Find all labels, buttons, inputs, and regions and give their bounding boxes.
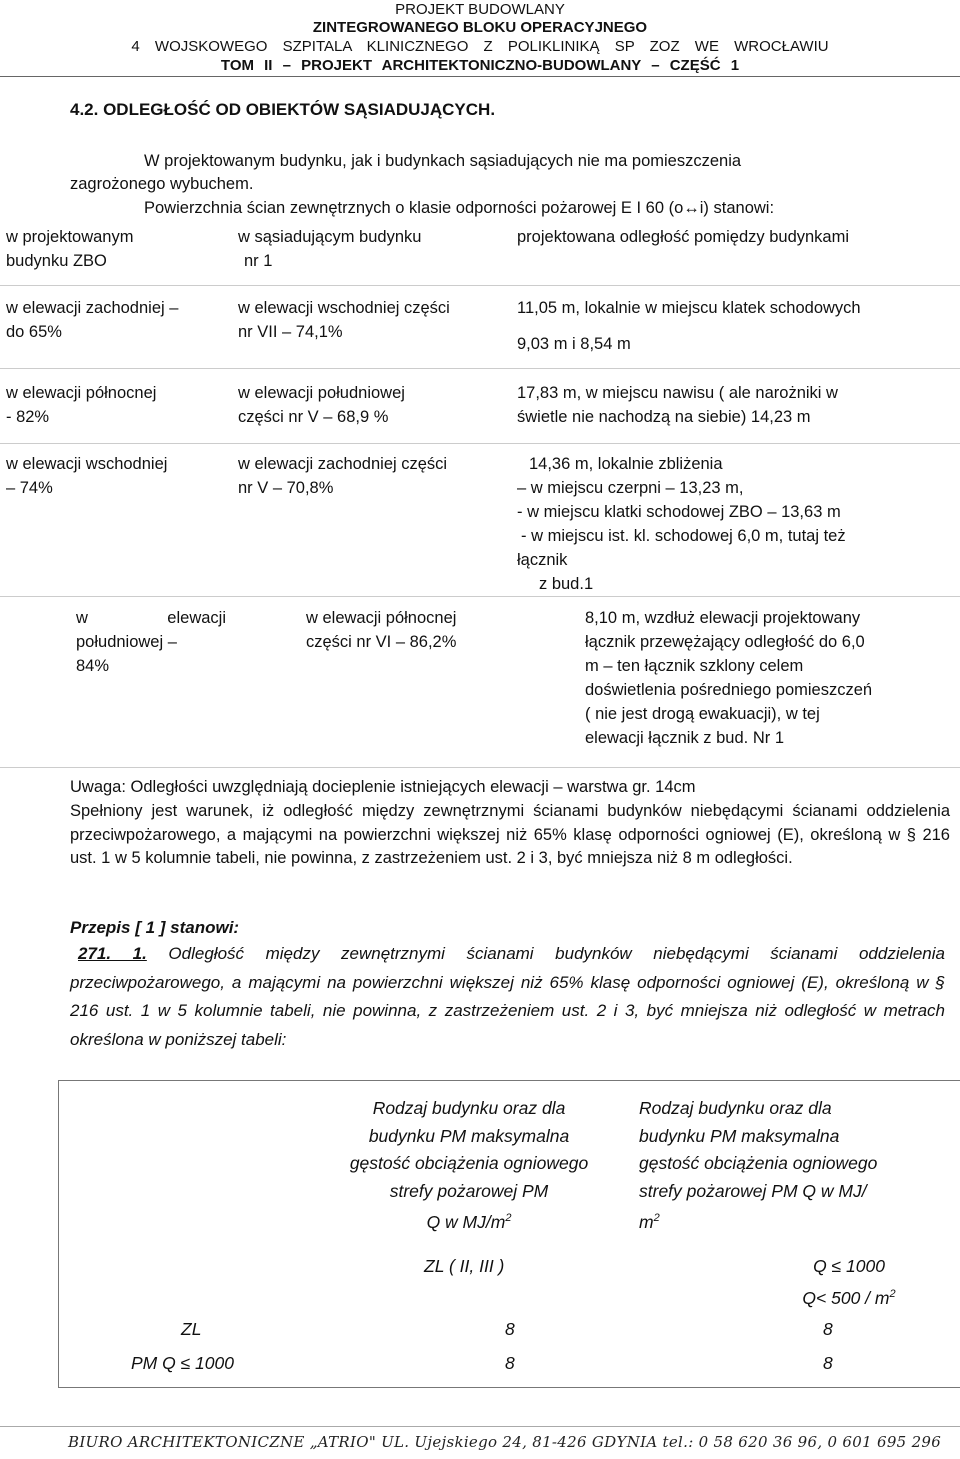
cell-line: w elewacji zachodniej części [238, 455, 448, 473]
cell-line: - w miejscu klatki schodowej ZBO – 13,63 m [517, 503, 841, 521]
table-row-3-col2 [238, 452, 447, 500]
table-header-col3: projektowana odległość pomiędzy budynkami [517, 228, 850, 246]
table-header-col2-line2: nr 1 [244, 252, 273, 270]
header-project-type: PROJEKT BUDOWLANY [395, 1, 565, 18]
unit-text: m [639, 1211, 654, 1232]
row-value: 8 [505, 1353, 515, 1373]
fire-distance-table [58, 1080, 960, 1388]
row-value: 8 [823, 1319, 833, 1339]
table2-row-pm [59, 1350, 959, 1378]
cell-line: łącznik [517, 551, 568, 569]
cell-line: 17,83 m, w miejscu nawisu ( ale narożniki w [517, 384, 838, 402]
table-row-3-col1 [6, 452, 167, 500]
cell-line: 11,05 m, lokalnie w miejscu klatek schodowych [517, 299, 861, 317]
table-row-divider [0, 368, 960, 369]
table-header-col2-line1: w sąsiadującym budynku [238, 228, 422, 246]
cell-line: doświetlenia pośredniego pomieszczeń [585, 681, 873, 699]
cell-line: łącznik przewężający odległość do 6,0 [585, 633, 865, 651]
cell-line: - w miejscu ist. kl. schodowej 6,0 m, tutaj też [521, 527, 846, 545]
cell-line: części nr V – 68,9 % [238, 408, 389, 426]
cell-line [639, 1205, 949, 1236]
cell-line: gęstość obciążenia ogniowego [349, 1153, 589, 1173]
cell-line: – w miejscu czerpni – 13,23 m, [517, 479, 744, 497]
intro-line-3: Powierzchnia ścian zewnętrznych o klasie odporności pożarowej E I 60 (o↔i) stanowi: [144, 199, 775, 217]
table-header-col1-line1: w projektowanym [6, 228, 134, 246]
regulation-text-start: Odległość między zewnętrznymi ścianami budynków niebędącymi ścianami [168, 944, 838, 963]
cell-line [319, 1205, 619, 1236]
cell-line: części nr VI – 86,2% [306, 633, 457, 651]
cell-line: – 74% [6, 479, 53, 497]
superscript: 2 [889, 1287, 896, 1300]
cell-line: do 65% [6, 323, 62, 341]
section-title: 4.2. ODLEGŁOŚĆ OD OBIEKTÓW SĄSIADUJĄCYCH. [70, 100, 496, 119]
unit-text: Q< 500 / m [802, 1287, 890, 1308]
cell-line: 14,36 m, lokalnie zbliżenia [529, 455, 723, 473]
cell-line: świetle nie nachodzą na siebie) 14,23 m [517, 408, 811, 426]
table-row-2-col3 [517, 381, 838, 429]
table-row-2-col2 [238, 381, 405, 429]
cell-line: Q ≤ 1000 [813, 1256, 885, 1276]
row-value: 8 [505, 1319, 515, 1339]
cell-line: nr V – 70,8% [238, 479, 334, 497]
unit-text: Q w MJ/m [426, 1211, 506, 1232]
cell-line: 8,10 m, wzdłuż elewacji projektowany [585, 609, 861, 627]
table-row-divider [0, 767, 960, 768]
cell-line: strefy pożarowej PM [389, 1180, 549, 1201]
table2-subheader-col2: ZL ( II, III ) [424, 1256, 505, 1276]
header-volume: TOM II – PROJEKT ARCHITEKTONICZNO-BUDOWLANY – CZĘŚĆ 1 [220, 57, 740, 74]
table-row-2-col1 [6, 381, 156, 429]
note-line: Uwaga: Odległości uwzględniają docieplenie istniejących elewacji – warstwa gr. 14cm [70, 778, 696, 796]
superscript: 2 [653, 1212, 660, 1224]
footer-divider [0, 1426, 960, 1427]
cell-line: w elewacji południowej [238, 384, 405, 402]
header-divider [0, 76, 960, 77]
cell-line: południowej – [76, 633, 177, 651]
table-row-1-col2 [238, 296, 450, 344]
cell-line: w elewacji wschodniej części [238, 299, 450, 317]
cell-line: w elewacji zachodniej – [6, 299, 179, 317]
cell-line: ( nie jest drogą ewakuacji), w tej [585, 705, 820, 723]
table-row-1-col1 [6, 296, 178, 344]
table2-subheader-col3 [749, 1253, 949, 1312]
cell-line [76, 606, 226, 630]
table-row-1-col3 [517, 296, 861, 356]
cell-line: w elewacji północnej [306, 609, 457, 627]
row-label: ZL [181, 1319, 202, 1339]
cell-line [749, 1281, 949, 1312]
table2-header-col2 [319, 1095, 619, 1236]
table-header-col1-line2: budynku ZBO [6, 252, 107, 270]
superscript: 2 [505, 1212, 512, 1224]
table-row-divider [0, 443, 960, 444]
footer-company-info: BIURO ARCHITEKTONICZNE „ATRIO" UL. Ujejskiego 24, 81-426 GDYNIA tel.: 0 58 620 36 96, 0 601 695 296 [68, 1433, 942, 1451]
cell-line: budynku PM maksymalna [368, 1125, 570, 1146]
header-hospital-name: 4 WOJSKOWEGO SZPITALA KLINICZNEGO Z POLIKLINIKĄ SP ZOZ WE WROCŁAWIU [131, 38, 829, 55]
intro-line-1: W projektowanym budynku, jak i budynkach sąsiadujących nie ma pomieszczenia [144, 152, 742, 170]
regulation-number: 271. 1. [78, 944, 147, 963]
cell-line: z bud.1 [539, 575, 594, 593]
table-row-3-col3 [517, 452, 957, 596]
table-header-col1 [6, 225, 133, 273]
table2-row-zl [59, 1316, 959, 1344]
note-paragraph: Spełniony jest warunek, iż odległość między zewnętrznymi ścianami budynków niebędącymi ścianami oddzielenia przeciwpożarowego, a mającymi na powierzchni większej niż 65% klasę odporności ogniowej (E), określoną w § 216 ust. 1 w 5 kolumnie tabeli, nie powinna, z zastrzeżeniem ust. 2 i 3, być mniejsza niż 8 m odległości. [70, 802, 950, 867]
intro-line-2: zagrożonego wybuchem. [70, 175, 254, 193]
cell-line: 9,03 m i 8,54 m [517, 335, 631, 353]
table-row-divider [0, 285, 960, 286]
table-row-4-col2 [306, 606, 456, 654]
regulation-title: Przepis [ 1 ] stanowi: [70, 918, 240, 937]
cell-line: Rodzaj budynku oraz dla [639, 1098, 832, 1118]
distance-table [0, 222, 960, 772]
row-value: 8 [823, 1353, 833, 1373]
cell-line: Rodzaj budynku oraz dla [372, 1098, 566, 1118]
header-project-name: ZINTEGROWANEGO BLOKU OPERACYJNEGO [312, 19, 648, 36]
cell-line: w elewacji północnej [6, 384, 157, 402]
regulation-paragraph [70, 940, 945, 1054]
row-label: PM Q ≤ 1000 [131, 1353, 234, 1373]
table-row-4-col3 [585, 606, 955, 750]
table-row-divider [0, 596, 960, 597]
cell-line: w elewacji wschodniej [6, 455, 168, 473]
cell-word: w [76, 609, 88, 627]
table2-header-col3 [639, 1095, 949, 1236]
cell-line: - 82% [6, 408, 50, 426]
cell-line: elewacji łącznik z bud. Nr 1 [585, 729, 784, 747]
cell-line: 84% [76, 657, 110, 675]
cell-line: budynku PM maksymalna [639, 1125, 840, 1146]
cell-line: strefy pożarowej PM Q w MJ/ [639, 1180, 867, 1201]
table-row-4-col1 [76, 606, 226, 678]
regulation-text-rest: oddzielenia przeciwpożarowego, a mającymi na powierzchni większej niż 65% klasę odporności ogniowej (E), określoną w § 216 ust. 1 w 5 kolumnie tabeli, nie powinna, z zastrzeżeniem ust. 2 i 3, być mniejsza niż odległość w metrach określona w poniższej tabeli: [70, 944, 945, 1049]
cell-line: nr VII – 74,1% [238, 323, 343, 341]
table-header-col2 [238, 225, 421, 273]
cell-line: gęstość obciążenia ogniowego [639, 1153, 878, 1173]
cell-line: m – ten łącznik szklony celem [585, 657, 804, 675]
cell-word: elewacji [167, 609, 226, 627]
